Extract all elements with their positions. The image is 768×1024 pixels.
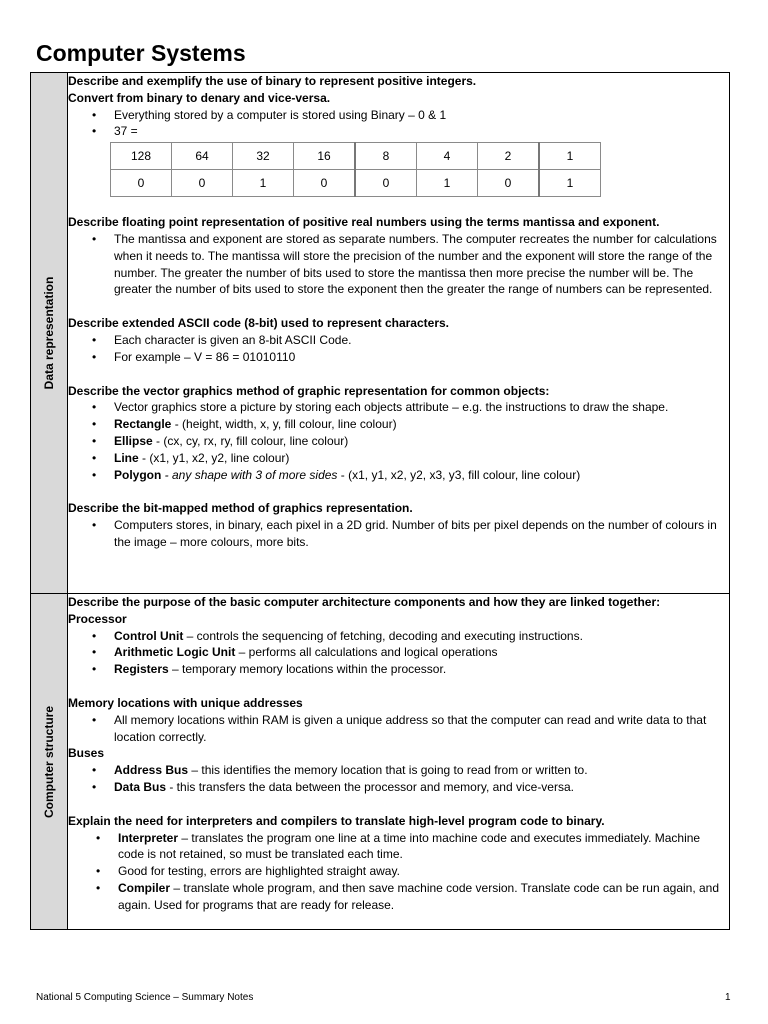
page-title: Computer Systems [36, 40, 246, 66]
alu-term: Arithmetic Logic Unit [114, 645, 236, 660]
data-bus-term: Data Bus [114, 779, 167, 794]
vector-bullets [68, 399, 729, 483]
control-unit-desc: – controls the sequencing of fetching, decoding and executing instructions. [183, 628, 583, 643]
computer-structure-side-label [31, 594, 68, 930]
bit-cell: 1 [233, 170, 294, 197]
computer-structure-row [31, 594, 730, 930]
list-item: • All memory locations within RAM is given a unique address so that the computer can read and write data to that location correctly. [114, 712, 729, 746]
polygon-term: Polygon [114, 467, 162, 482]
memory-heading: Memory locations with unique addresses [68, 695, 303, 710]
section-label-data-representation: Data representation [42, 276, 56, 390]
memory-bullets [68, 712, 729, 746]
binary-conversion-table [110, 142, 601, 197]
floating-point-bullets [68, 231, 729, 298]
binary-heading-2: Convert from binary to denary and vice-versa. [68, 90, 331, 105]
processor-subheading: Processor [68, 611, 127, 626]
binary-bullets [68, 107, 729, 141]
data-bus-desc: - this transfers the data between the processor and memory, and vice-versa. [166, 779, 574, 794]
compiler-term: Compiler [118, 880, 171, 895]
ascii-bullets [68, 332, 729, 366]
rectangle-term: Rectangle [114, 417, 172, 432]
place-value-cell: 2 [478, 143, 540, 170]
list-item [114, 661, 729, 678]
list-item [118, 880, 729, 914]
registers-term: Registers [114, 662, 169, 677]
bit-cell: 0 [111, 170, 172, 197]
address-bus-desc: – this identifies the memory location that is going to read from or written to. [188, 763, 588, 778]
translators-bullets [68, 830, 729, 914]
bit-cell: 1 [539, 170, 601, 197]
list-item: • 37 = [114, 123, 729, 140]
bit-cell: 0 [172, 170, 233, 197]
ascii-heading: Describe extended ASCII code (8-bit) used to represent characters. [68, 316, 450, 331]
list-item [118, 830, 729, 864]
processor-bullets [68, 628, 729, 678]
polygon-italic: - any shape with 3 of more sides [161, 467, 338, 482]
registers-desc: – temporary memory locations within the processor. [168, 662, 447, 677]
place-value-row [111, 143, 601, 170]
list-item: • Good for testing, errors are highlighted straight away. [118, 863, 729, 880]
bitmap-heading: Describe the bit-mapped method of graphics representation. [68, 501, 413, 516]
translators-heading: Explain the need for interpreters and compilers to translate high-level program code to binary. [68, 813, 605, 828]
bit-row [111, 170, 601, 197]
list-item: • Everything stored by a computer is stored using Binary – 0 & 1 [114, 107, 729, 124]
ellipse-desc: - (cx, cy, rx, ry, fill colour, line colour) [152, 433, 349, 448]
bitmap-bullets [68, 517, 729, 551]
ellipse-term: Ellipse [114, 433, 153, 448]
computer-structure-content [68, 594, 730, 930]
list-item: • Vector graphics store a picture by storing each objects attribute – e.g. the instructions to draw the shape. [114, 399, 729, 416]
list-item [114, 433, 729, 450]
buses-bullets [68, 762, 729, 796]
notes-table [30, 72, 730, 930]
data-representation-content [68, 73, 730, 594]
place-value-cell: 4 [417, 143, 478, 170]
page-number: 1 [725, 992, 731, 1003]
footer-text: National 5 Computing Science – Summary Notes [36, 992, 254, 1003]
list-item [114, 467, 729, 484]
alu-desc: – performs all calculations and logical operations [235, 645, 498, 660]
place-value-cell: 1 [539, 143, 601, 170]
bit-cell: 0 [294, 170, 356, 197]
place-value-cell: 32 [233, 143, 294, 170]
data-representation-row [31, 73, 730, 594]
interpreter-desc: – translates the program one line at a time into machine code and executes immediately. Machine code is not retained, so must be translated each time. [118, 830, 701, 862]
list-item: • Computers stores, in binary, each pixel in a 2D grid. Number of bits per pixel depends on the number of colours in the image – more colours, more bits. [114, 517, 729, 551]
control-unit-term: Control Unit [114, 628, 184, 643]
place-value-cell: 128 [111, 143, 172, 170]
compiler-desc: – translate whole program, and then save machine code version. Translate code can be run again, and again. Used for programs that are ready for release. [118, 880, 720, 912]
list-item: • Each character is given an 8-bit ASCII Code. [114, 332, 729, 349]
address-bus-term: Address Bus [114, 763, 189, 778]
vector-heading: Describe the vector graphics method of graphic representation for common objects: [68, 383, 550, 398]
interpreter-term: Interpreter [118, 830, 179, 845]
polygon-desc: - (x1, y1, x2, y2, x3, y3, fill colour, line colour) [337, 467, 581, 482]
list-item [114, 416, 729, 433]
rectangle-desc: - (height, width, x, y, fill colour, line colour) [171, 417, 397, 432]
list-item [114, 450, 729, 467]
bit-cell: 0 [355, 170, 417, 197]
list-item [114, 779, 729, 796]
list-item [114, 628, 729, 645]
section-label-computer-structure: Computer structure [42, 705, 56, 818]
line-desc: - (x1, y1, x2, y2, line colour) [138, 450, 290, 465]
binary-heading-1: Describe and exemplify the use of binary to represent positive integers. [68, 74, 477, 88]
bit-cell: 0 [478, 170, 540, 197]
line-term: Line [114, 450, 139, 465]
place-value-cell: 8 [355, 143, 417, 170]
place-value-cell: 16 [294, 143, 356, 170]
list-item: • For example – V = 86 = 01010110 [114, 349, 729, 366]
data-representation-side-label [31, 73, 68, 594]
place-value-cell: 64 [172, 143, 233, 170]
floating-point-heading: Describe floating point representation of positive real numbers using the terms mantissa and exponent. [68, 215, 660, 230]
list-item [114, 762, 729, 779]
buses-subheading: Buses [68, 746, 105, 761]
architecture-heading: Describe the purpose of the basic computer architecture components and how they are linked together: [68, 595, 661, 609]
list-item [114, 644, 729, 661]
bit-cell: 1 [417, 170, 478, 197]
list-item: • The mantissa and exponent are stored as separate numbers. The computer recreates the number for calculations when it needs to. The mantissa will store the precision of the number and the exponent will store the range of the number. The greater the number of bits used to store the mantissa then more precise the number will be. The greater the number of bits used to store the exponent then the greater the range of numbers can be represented. [114, 231, 729, 298]
